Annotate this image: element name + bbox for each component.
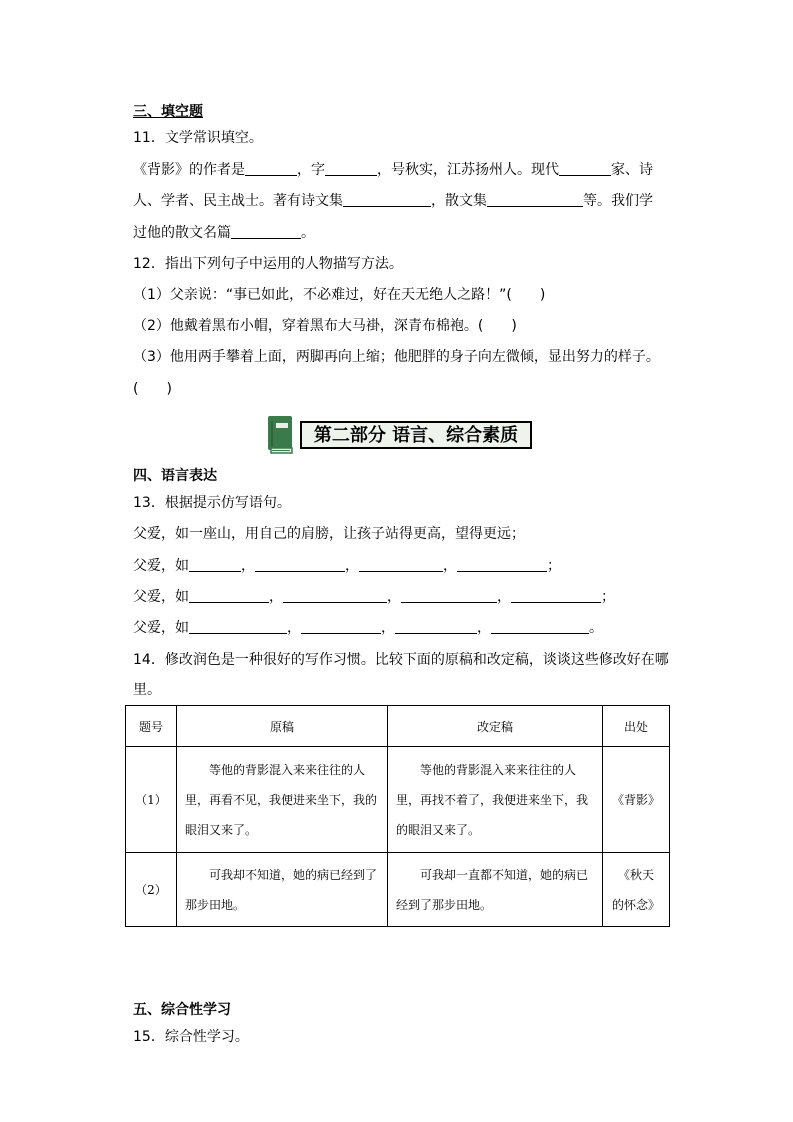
q11-blank-poetry-collection[interactable]: [343, 192, 431, 207]
question-11-line-2: [133, 192, 653, 210]
q13-semicolon: ；: [601, 589, 615, 605]
q13-period: 。: [589, 620, 603, 636]
row-number: （1）: [126, 747, 177, 853]
original-text-cell: [177, 747, 388, 853]
question-12-item-3-answer-paren: ( ): [133, 381, 172, 397]
question-13-imitation-line-3: [133, 619, 603, 637]
question-12-item-2: （2）他戴着黑布小帽，穿着黑布大马褂，深青布棉袍。( ): [133, 318, 517, 334]
q13-blank[interactable]: [283, 588, 387, 603]
q13-comma: ，: [241, 558, 255, 574]
header-original: 原稿: [177, 706, 388, 747]
revised-text-cell: [388, 747, 603, 853]
header-revised: 改定稿: [388, 706, 603, 747]
q11-text: ，号秋实，江苏扬州人。现代: [377, 162, 559, 178]
q13-blank[interactable]: [189, 557, 241, 572]
revised-text: 可我却一直都不知道，她的病已经到了那步田地。: [396, 867, 589, 912]
q13-line-start: 父爱，如: [133, 589, 189, 605]
q13-blank[interactable]: [401, 588, 497, 603]
q13-blank[interactable]: [189, 588, 269, 603]
original-text: 可我却不知道，她的病已经到了那步田地。: [185, 867, 378, 912]
source-cell: [603, 853, 670, 927]
q11-text: ，字: [297, 162, 325, 178]
header-source: 出处: [603, 706, 670, 747]
q13-blank[interactable]: [511, 588, 601, 603]
q13-comma: ，: [443, 558, 457, 574]
q13-blank[interactable]: [395, 619, 477, 634]
q11-text: ，散文集: [431, 193, 487, 209]
question-15-prompt: 15．综合性学习。: [133, 1029, 249, 1045]
header-number: 题号: [126, 706, 177, 747]
q13-blank[interactable]: [255, 557, 345, 572]
table-header-row: [126, 706, 670, 747]
row-number: （2）: [126, 853, 177, 927]
q11-blank-courtesy-name[interactable]: [325, 161, 377, 176]
question-13-prompt: 13．根据提示仿写语句。: [133, 495, 291, 511]
q13-comma: ，: [477, 620, 491, 636]
q11-blank-famous-essay[interactable]: [231, 224, 301, 239]
table-row: [126, 853, 670, 927]
question-12-prompt: 12．指出下列句子中运用的人物描写方法。: [133, 256, 403, 272]
q11-blank-profession[interactable]: [559, 161, 611, 176]
q13-comma: ，: [497, 589, 511, 605]
q13-semicolon: ；: [547, 558, 561, 574]
question-11-line-3: [133, 224, 315, 242]
q13-blank[interactable]: [301, 619, 381, 634]
q11-blank-author[interactable]: [245, 161, 297, 176]
q13-line-start: 父爱，如: [133, 620, 189, 636]
q13-blank[interactable]: [359, 557, 443, 572]
question-13-example: 父爱，如一座山，用自己的肩膀，让孩子站得更高，望得更远；: [133, 526, 525, 542]
question-14-prompt-line-2: 里。: [133, 682, 161, 698]
revised-text-cell: [388, 853, 603, 927]
part-two-title-box: [300, 421, 532, 449]
source-cell: 《背影》: [603, 747, 670, 853]
section-heading-fill-blank: 三、填空题: [133, 104, 203, 120]
q11-blank-essay-collection[interactable]: [487, 192, 583, 207]
q13-blank[interactable]: [457, 557, 547, 572]
question-11-prompt: 11．文学常识填空。: [133, 130, 263, 146]
q11-text: 等。我们学: [583, 193, 653, 209]
original-text: 等他的背影混入来来往往的人里，再看不见，我便进来坐下，我的眼泪又来了。: [185, 762, 378, 837]
q13-comma: ，: [381, 620, 395, 636]
q13-line-start: 父爱，如: [133, 558, 189, 574]
q13-comma: ，: [345, 558, 359, 574]
q11-text: 家、诗: [611, 162, 653, 178]
q11-text: 。: [301, 225, 315, 241]
question-14-prompt-line-1: 14．修改润色是一种很好的写作习惯。比较下面的原稿和改定稿，谈谈这些修改好在哪: [133, 652, 669, 668]
question-11-line-1: [133, 161, 653, 179]
q13-blank[interactable]: [189, 619, 287, 634]
book-icon: [266, 415, 296, 455]
q11-text: 《背影》的作者是: [133, 162, 245, 178]
revision-comparison-table: [125, 705, 670, 927]
part-two-banner: [266, 415, 538, 455]
q13-blank[interactable]: [491, 619, 589, 634]
q13-comma: ，: [387, 589, 401, 605]
section-heading-language-expression: 四、语言表达: [133, 468, 217, 484]
source-line: 《秋天: [617, 867, 654, 882]
original-text-cell: [177, 853, 388, 927]
source-line: 的怀念》: [611, 897, 660, 912]
q13-comma: ，: [269, 589, 283, 605]
section-heading-comprehensive-learning: 五、综合性学习: [133, 1002, 231, 1018]
table-row: [126, 747, 670, 853]
part-two-title: 第二部分 语言、综合素质: [313, 425, 519, 446]
q13-comma: ，: [287, 620, 301, 636]
question-13-imitation-line-1: [133, 557, 561, 575]
q11-text: 人、学者、民主战士。著有诗文集: [133, 193, 343, 209]
revised-text: 等他的背影混入来来往往的人里，再找不着了，我便进来坐下，我的眼泪又来了。: [396, 762, 589, 837]
question-12-item-3: （3）他用两手攀着上面，两脚再向上缩；他肥胖的身子向左微倾，显出努力的样子。: [133, 349, 660, 365]
question-12-item-1: （1）父亲说：“事已如此，不必难过，好在天无绝人之路！”( ): [133, 287, 546, 303]
question-13-imitation-line-2: [133, 588, 615, 606]
q11-text: 过他的散文名篇: [133, 225, 231, 241]
